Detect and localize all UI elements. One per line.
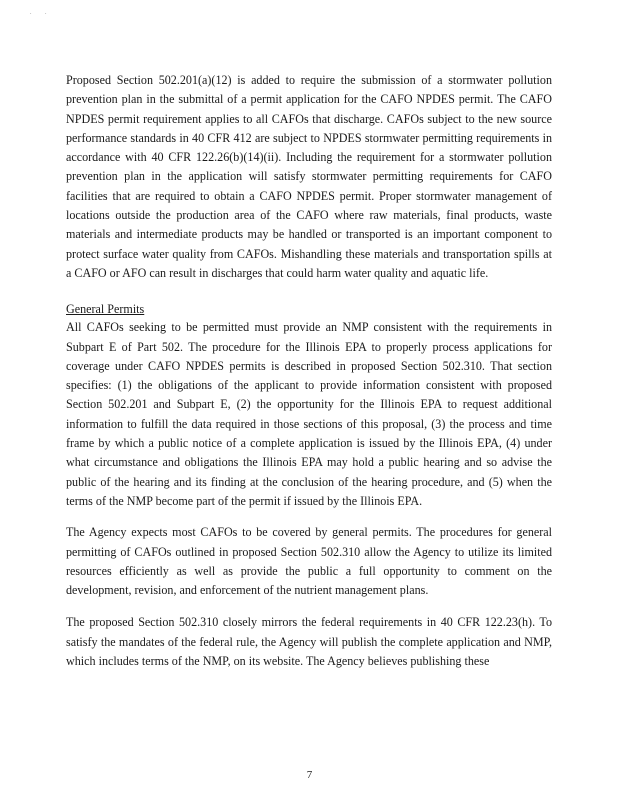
stormwater-paragraph: Proposed Section 502.201(a)(12) is added to require the submission of a stormwater pollution prevention plan in the submittal of a permit application for the CAFO NPDES permit. The CAFO NPDES permit requirement applies to all CAFOs that discharge. CAFOs subject to the new source performance standards in 40 CFR 412 are subject to NPDES stormwater permitting requirements in accordance with 40 CFR 122.26(b)(14)(ii). Including the requirement for a stormwater pollution prevention plan in the application will satisfy stormwater permitting requirements for CAFO facilities that are required to obtain a CAFO NPDES permit. Proper stormwater management of locations outside the production area of the CAFO where raw materials, final products, waste materials and intermediate products may be handled or transported is an important component to protect surface water quality from CAFOs. Mishandling these materials and transportation spills at a CAFO or AFO can result in discharges that could harm water quality and aquatic life. xyxy=(66,73,552,280)
page-body xyxy=(66,71,552,671)
section-heading-general-permits: General Permits xyxy=(66,302,145,317)
federal-requirements-paragraph: The proposed Section 502.310 closely mirrors the federal requirements in 40 CFR 122.23(h). To satisfy the mandates of the federal rule, the Agency will publish the complete application and NMP, which includes terms of the NMP, on its website. The Agency believes publishing these xyxy=(66,615,552,669)
page-number: 7 xyxy=(306,769,313,781)
nmp-procedure-paragraph: All CAFOs seeking to be permitted must provide an NMP consistent with the requirements in Subpart E of Part 502. The procedure for the Illinois EPA to properly process applications for coverage under CAFO NPDES permits is described in proposed Section 502.310. That section specifies: (1) the obligations of the applicant to provide information consistent with proposed Section 502.201 and Subpart E, (2) the opportunity for the Illinois EPA to request additional information to fulfill the data required in those sections of this proposal, (3) the process and time frame by which a public notice of a complete application is issued by the Illinois EPA, (4) under what circumstance and obligations the Illinois EPA may hold a public hearing and so advise the public of the hearing and its finding at the conclusion of the hearing procedure, and (5) when the terms of the NMP become part of the permit if issued by the Illinois EPA. xyxy=(66,320,552,508)
section-heading-wrapper xyxy=(66,300,552,318)
corner-mark: . . xyxy=(30,10,53,16)
general-permits-paragraph: The Agency expects most CAFOs to be covered by general permits. The procedures for general permitting of CAFOs outlined in proposed Section 502.310 allow the Agency to utilize its limited resources efficiently as well as provide the public a full opportunity to comment on the development, revision, and enforcement of the nutrient management plans. xyxy=(66,525,552,598)
